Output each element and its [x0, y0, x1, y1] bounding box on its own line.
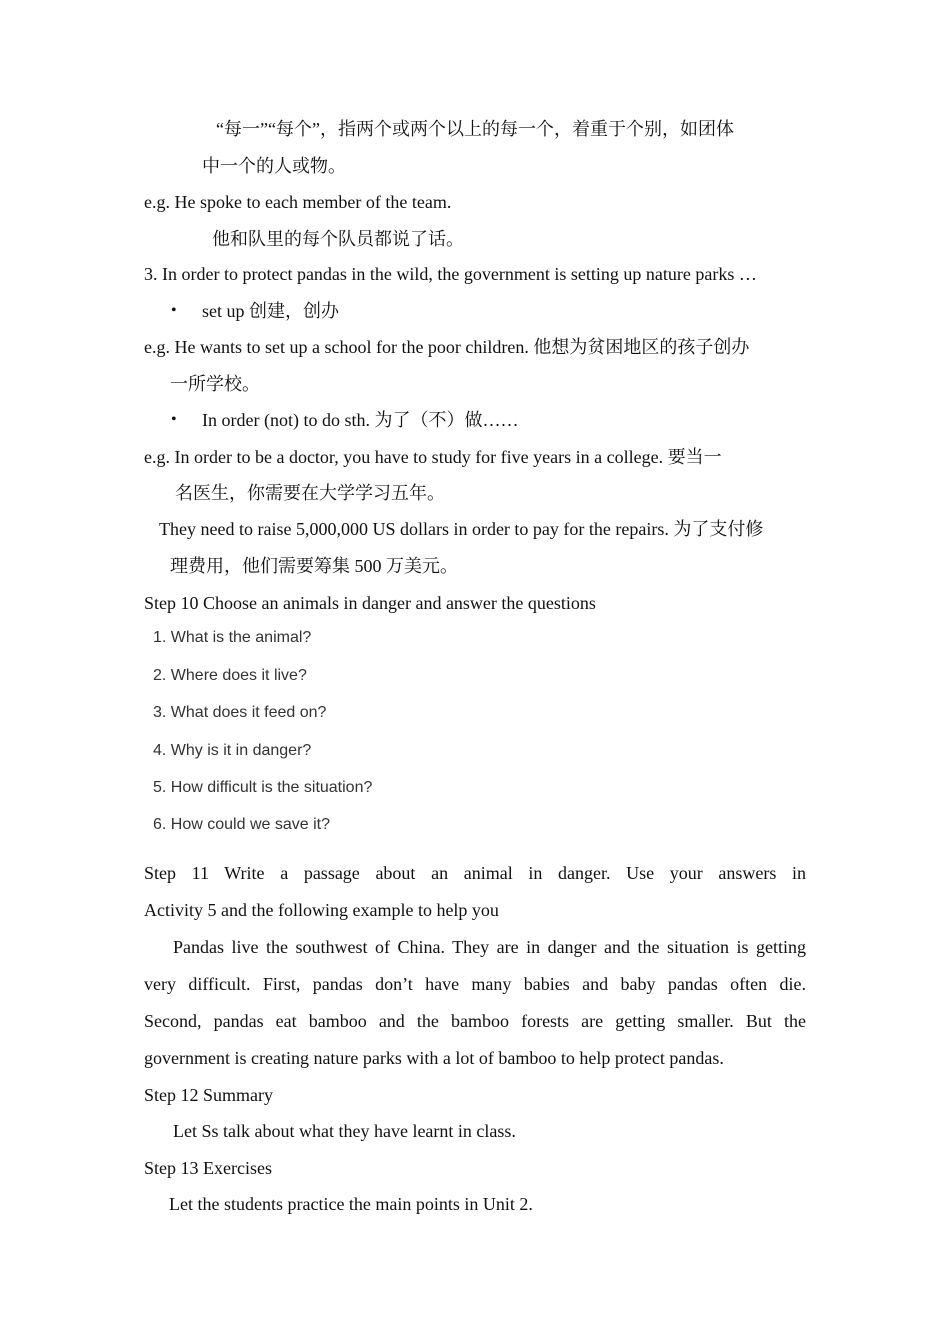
example-in-order-line-1: e.g. In order to be a doctor, you have to study for five years in a college. 要当一 — [144, 447, 722, 467]
question-item: 6. How could we save it? — [153, 816, 330, 833]
bullet-icon: • — [171, 411, 177, 428]
bullet-icon: • — [171, 302, 177, 319]
question-item: 2. Where does it live? — [153, 667, 307, 684]
example-repairs-line-1: They need to raise 5,000,000 US dollars in order to pay for the repairs. 为了支付修 — [159, 519, 764, 539]
step-11-heading-line-2: Activity 5 and the following example to help you — [144, 900, 499, 920]
example-in-order-line-2: 名医生，你需要在大学学习五年。 — [175, 483, 445, 503]
usage-note-line-1: “每一”“每个”，指两个或两个以上的每一个，着重于个别，如团体 — [216, 119, 734, 139]
step-12-text: Let Ss talk about what they have learnt in class. — [173, 1121, 516, 1141]
question-item: 4. Why is it in danger? — [153, 742, 312, 759]
step-13-text: Let the students practice the main points in Unit 2. — [169, 1194, 533, 1214]
question-item: 5. How difficult is the situation? — [153, 779, 373, 796]
question-item: 3. What does it feed on? — [153, 704, 327, 721]
example-set-up-line-2: 一所学校。 — [170, 374, 260, 394]
step-12-heading: Step 12 Summary — [144, 1085, 273, 1105]
sample-passage-line-2: very difficult. First, pandas don’t have many babies and baby pandas often die. — [144, 974, 806, 994]
phrase-set-up: set up 创建，创办 — [202, 301, 339, 321]
sample-passage-line-4: government is creating nature parks with a lot of bamboo to help protect pandas. — [144, 1048, 724, 1068]
sample-passage-line-1: Pandas live the southwest of China. They are in danger and the situation is getting — [173, 937, 806, 957]
step-11-heading-line-1: Step 11 Write a passage about an animal in danger. Use your answers in — [144, 863, 806, 883]
example-repairs-line-2: 理费用，他们需要筹集 500 万美元。 — [170, 556, 458, 576]
step-13-heading: Step 13 Exercises — [144, 1158, 272, 1178]
sample-passage-line-3: Second, pandas eat bamboo and the bamboo forests are getting smaller. But the — [144, 1011, 806, 1031]
question-item: 1. What is the animal? — [153, 629, 312, 646]
step-10-heading: Step 10 Choose an animals in danger and answer the questions — [144, 593, 596, 613]
example-set-up-line-1: e.g. He wants to set up a school for the poor children. 他想为贫困地区的孩子创办 — [144, 337, 750, 357]
example-sentence: e.g. He spoke to each member of the team. — [144, 192, 452, 212]
phrase-in-order-to: In order (not) to do sth. 为了（不）做…… — [202, 410, 519, 430]
point-3-heading: 3. In order to protect pandas in the wild, the government is setting up nature parks … — [144, 264, 757, 284]
usage-note-line-2: 中一个的人或物。 — [202, 156, 346, 176]
example-translation: 他和队里的每个队员都说了话。 — [212, 229, 464, 249]
